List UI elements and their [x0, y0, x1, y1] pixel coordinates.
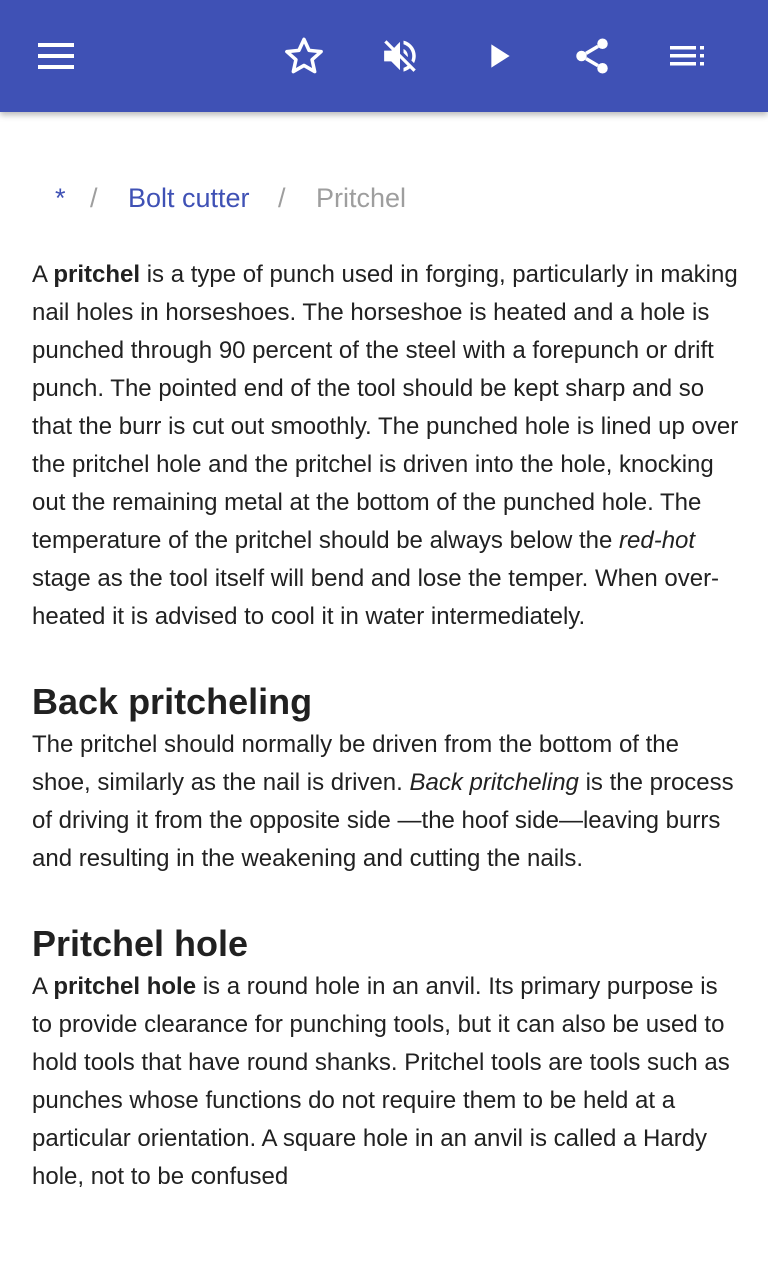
breadcrumb-separator: / — [90, 183, 98, 213]
play-icon — [478, 36, 518, 76]
breadcrumb-parent-link[interactable]: Bolt cutter — [128, 183, 250, 213]
play-button[interactable] — [466, 24, 530, 88]
section-heading-back-pritcheling: Back pritcheling — [32, 681, 313, 722]
mute-button[interactable] — [368, 24, 432, 88]
text: A — [32, 261, 54, 288]
italic-term: red-hot — [619, 527, 696, 554]
text: is a type of punch used in forging, particularly in making nail holes in horseshoes. The horseshoe is heated and a hole is punched through 90 percent of the steel with a forepunch or drift punch. The pointed end of the tool should be kept sharp and so that the burr is cut out smoothly. The punched hole is lined up over the pritchel hole and the pritchel is driven into the hole, knocking out the remaining metal at the bottom of the punched hole. The temperature of the pritchel should be always below the — [32, 261, 739, 554]
hamburger-menu-icon — [36, 36, 76, 76]
playlist-icon — [668, 36, 708, 76]
text: A — [32, 973, 54, 1000]
article-body — [32, 256, 742, 1196]
back-pritcheling-paragraph — [32, 726, 742, 878]
breadcrumb-home-link[interactable]: * — [55, 183, 66, 213]
favorite-button[interactable] — [272, 24, 336, 88]
star-outline-icon — [283, 35, 325, 77]
text: stage as the tool itself will bend and lose the temper. When over-heated it is advised to cool it in water intermediately. — [32, 565, 720, 630]
italic-term: Back pritcheling — [409, 769, 579, 796]
pritchel-hole-paragraph — [32, 968, 742, 1196]
text: is a round hole in an anvil. Its primary purpose is to provide clearance for punching tools, but it can also be used to hold tools that have round shanks. Pritchel tools are tools such as punches whose functions do not require them to be held at a particular orientation. A square hole in an anvil is called a Hardy hole, not to be confused — [32, 973, 730, 1190]
playlist-button[interactable] — [656, 24, 720, 88]
breadcrumb-separator: / — [278, 183, 286, 213]
breadcrumb — [0, 178, 768, 218]
volume-off-icon — [379, 35, 421, 77]
share-icon — [571, 35, 613, 77]
bold-term: pritchel hole — [53, 973, 197, 1000]
intro-paragraph — [32, 256, 742, 636]
section-heading-pritchel-hole: Pritchel hole — [32, 923, 249, 964]
text: is the process of driving it from the opposite side —the hoof side—leaving burrs and resulting in the weakening and cutting the nails. — [32, 769, 734, 872]
share-button[interactable] — [560, 24, 624, 88]
menu-button[interactable] — [24, 24, 88, 88]
text: The pritchel should normally be driven from the bottom of the shoe, similarly as the nail is driven. — [32, 731, 679, 796]
article-content — [0, 112, 768, 1280]
bold-term: pritchel — [53, 261, 141, 288]
app-toolbar — [0, 0, 768, 112]
breadcrumb-current: Pritchel — [316, 183, 407, 213]
